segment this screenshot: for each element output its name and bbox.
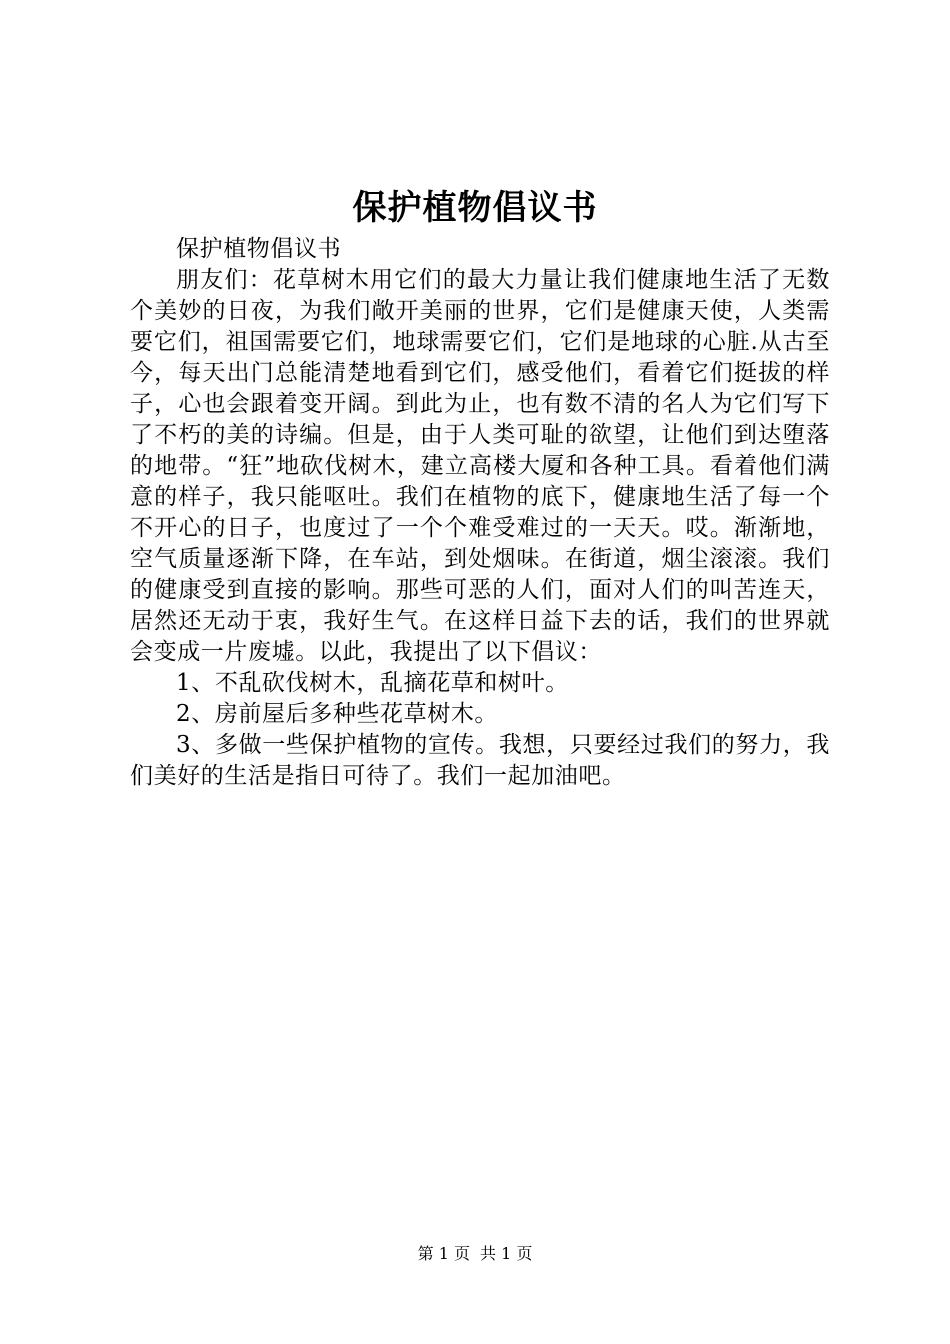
proposal-item-1: 1、不乱砍伐树木，乱摘花草和树叶。: [176, 670, 569, 696]
subtitle-paragraph: 保护植物倡议书: [176, 236, 342, 262]
document-body: [130, 234, 830, 792]
page-footer: [0, 1243, 950, 1265]
body-paragraph: 朋友们：花草树木用它们的最大力量让我们健康地生活了无数个美妙的日夜，为我们敞开美丽的世界，它们是健康天使，人类需要它们，祖国需要它们，地球需要它们，它们是地球的心脏.从古至今，每天出门总能清楚地看到它们，感受他们，看着它们挺拔的样子，心也会跟着变开阔。到此为止，也有数不清的名人为它们写下了不朽的美的诗编。但是，由于人类可耻的欲望，让他们到达堕落的地带。“狂”地砍伐树木，建立高楼大厦和各种工具。看着他们满意的样子，我只能呕吐。我们在植物的底下，健康地生活了每一个不开心的日子，也度过了一个个难受难过的一天天。哎。渐渐地，空气质量逐渐下降，在车站，到处烟味。在街道，烟尘滚滚。我们的健康受到直接的影响。那些可恶的人们，面对人们的叫苦连天，居然还无动于衷，我好生气。在这样日益下去的话，我们的世界就会变成一片废墟。以此，我提出了以下倡议：: [130, 267, 830, 665]
document-title: 保护植物倡议书: [352, 188, 598, 228]
proposal-item-2: 2、房前屋后多种些花草树木。: [176, 701, 499, 727]
page-total: 共 1 页: [480, 1244, 533, 1263]
proposal-item-3: 3、多做一些保护植物的宣传。我想，只要经过我们的努力，我们美好的生活是指日可待了。我们一起加油吧。: [130, 732, 830, 789]
page-number: 第 1 页: [417, 1244, 470, 1263]
